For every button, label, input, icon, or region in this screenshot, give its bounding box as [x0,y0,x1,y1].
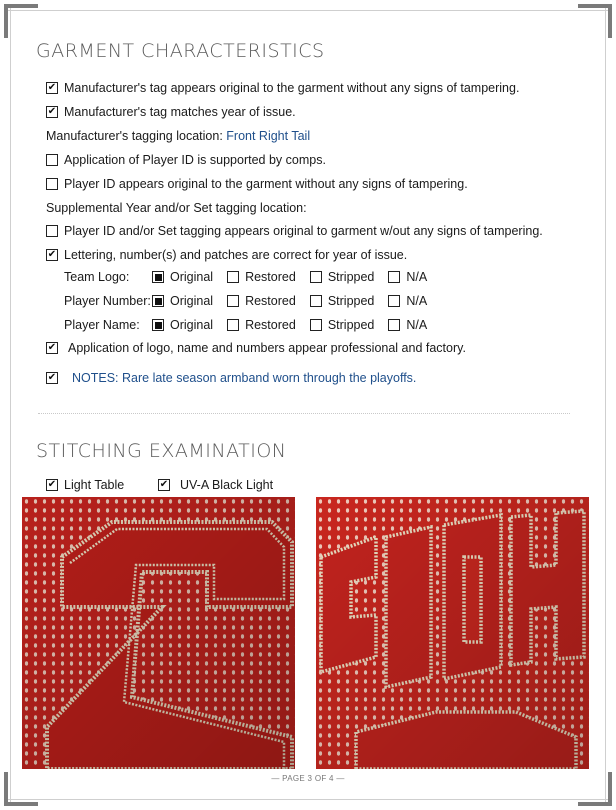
supplemental-location-row [46,201,307,215]
option-label: Restored [245,270,296,284]
section-divider [38,413,570,414]
option-label: Stripped [327,318,375,332]
team-logo-restored-checkbox[interactable] [227,271,239,283]
team-logo-row [64,270,441,284]
uv-light-row [158,478,273,492]
player-number-original-checkbox[interactable] [152,295,164,307]
page-footer: — PAGE 3 OF 4 — [271,774,345,783]
corner-bottom-right [578,802,612,806]
player-number-row [64,294,441,308]
option-label: N/A [406,318,428,332]
team-logo-label: Team Logo: [64,270,130,284]
tag-original-checkbox[interactable] [46,82,58,94]
team-logo-stripped-checkbox[interactable] [310,271,322,283]
stitching-photo-number-image [22,497,295,769]
player-id-comps-label: Application of Player ID is supported by comps. [64,153,326,167]
team-logo-na-checkbox[interactable] [388,271,400,283]
light-table-row [46,478,124,492]
option-label: N/A [406,270,428,284]
set-tagging-checkbox[interactable] [46,225,58,237]
set-tagging-row [46,224,543,238]
frame-top-line [4,10,612,11]
team-logo-original-checkbox[interactable] [152,271,164,283]
corner-top-left [4,4,38,8]
player-name-restored-checkbox[interactable] [227,319,239,331]
player-id-comps-checkbox[interactable] [46,154,58,166]
player-id-original-checkbox[interactable] [46,178,58,190]
player-name-original-checkbox[interactable] [152,319,164,331]
option-label: Original [170,318,214,332]
option-label: Restored [245,318,296,332]
set-tagging-label: Player ID and/or Set tagging appears original to garment w/out any signs of tampering. [64,224,543,238]
supplemental-location-label: Supplemental Year and/or Set tagging location: [46,201,307,215]
tag-location-label: Manufacturer's tagging location: [46,129,223,143]
player-name-stripped-checkbox[interactable] [310,319,322,331]
frame-bottom-line [4,799,612,800]
corner-bottom-left [4,802,38,806]
tag-original-row [46,81,519,95]
lettering-checkbox[interactable] [46,249,58,261]
notes-row [46,371,416,385]
option-label: Original [170,270,214,284]
tag-year-row [46,105,296,119]
tag-year-checkbox[interactable] [46,106,58,118]
stitching-photo-number [22,497,295,769]
frame-right-line [605,4,606,806]
stitching-examination-title: STITCHING EXAMINATION [36,440,287,462]
option-label: Restored [245,294,296,308]
corner-top-right-v [608,4,612,38]
tag-year-label: Manufacturer's tag matches year of issue. [64,105,296,119]
corner-top-left-v [4,4,8,38]
tag-original-label: Manufacturer's tag appears original to the garment without any signs of tampering. [64,81,520,95]
corner-top-right [578,4,612,8]
notes-text: NOTES: Rare late season armband worn through the playoffs. [72,371,417,385]
lettering-label: Lettering, number(s) and patches are correct for year of issue. [64,248,408,262]
player-id-original-row [46,177,468,191]
uv-light-checkbox[interactable] [158,479,170,491]
application-row [46,341,466,355]
light-table-checkbox[interactable] [46,479,58,491]
application-label: Application of logo, name and numbers appear professional and factory. [68,341,466,355]
option-label: Stripped [327,270,375,284]
player-id-comps-row [46,153,326,167]
uv-light-label: UV-A Black Light [180,478,274,492]
stitching-photo-letters-image [316,497,589,769]
option-label: Stripped [327,294,375,308]
player-name-label: Player Name: [64,318,140,332]
player-name-row [64,318,441,332]
option-label: Original [170,294,214,308]
notes-checkbox[interactable] [46,372,58,384]
player-number-restored-checkbox[interactable] [227,295,239,307]
application-checkbox[interactable] [46,342,58,354]
stitching-photo-letters [316,497,589,769]
garment-characteristics-title: GARMENT CHARACTERISTICS [36,40,325,62]
player-number-stripped-checkbox[interactable] [310,295,322,307]
tag-location-row [46,129,310,143]
player-number-na-checkbox[interactable] [388,295,400,307]
player-id-original-label: Player ID appears original to the garment without any signs of tampering. [64,177,468,191]
player-number-label: Player Number: [64,294,151,308]
player-name-na-checkbox[interactable] [388,319,400,331]
lettering-row [46,248,407,262]
frame-left-line [10,4,11,806]
light-table-label: Light Table [64,478,125,492]
tag-location-value: Front Right Tail [226,129,311,143]
option-label: N/A [406,294,428,308]
